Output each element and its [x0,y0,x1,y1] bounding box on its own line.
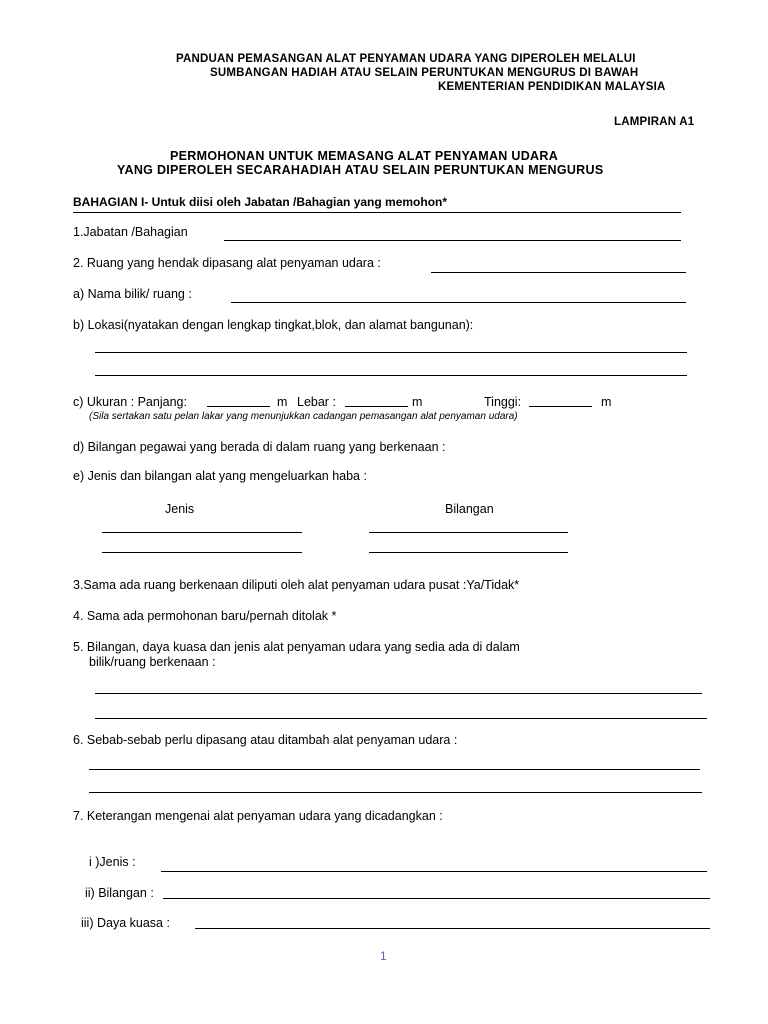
width-unit: m [412,395,423,409]
qd-label: d) Bilangan pegawai yang berada di dalam ruang yang berkenaan : [73,440,446,454]
qb-answer-line-1[interactable] [95,352,687,353]
q7-label: 7. Keterangan mengenai alat penyaman udara yang dicadangkan : [73,809,443,823]
q2-answer-line[interactable] [431,272,686,273]
page-number: 1 [380,949,387,963]
qb-label: b) Lokasi(nyatakan dengan lengkap tingkat,blok, dan alamat bangunan): [73,318,474,332]
height-answer-line[interactable] [529,406,592,407]
q7-i-answer-line[interactable] [161,871,707,872]
q7-i-label: i )Jenis : [89,855,136,869]
q7-ii-answer-line[interactable] [163,898,710,899]
q1-answer-line[interactable] [224,240,681,241]
bilangan-answer-line-1[interactable] [369,532,568,533]
q4-label: 4. Sama ada permohonan baru/pernah ditolak * [73,609,337,623]
qa-answer-line[interactable] [231,302,686,303]
q5-answer-line-2[interactable] [95,718,707,719]
jenis-answer-line-1[interactable] [102,532,302,533]
q5-label-line-2: bilik/ruang berkenaan : [89,655,216,669]
width-label: Lebar : [297,395,336,409]
column-header-jenis: Jenis [165,502,195,516]
q6-answer-line-1[interactable] [89,769,700,770]
q7-ii-label: ii) Bilangan : [85,886,154,900]
annex-label: LAMPIRAN A1 [614,116,695,128]
jenis-answer-line-2[interactable] [102,552,302,553]
header-line-1: PANDUAN PEMASANGAN ALAT PENYAMAN UDARA YANG DIPEROLEH MELALUI [176,53,636,65]
q2-label: 2. Ruang yang hendak dipasang alat penyaman udara : [73,256,381,270]
qb-answer-line-2[interactable] [95,375,687,376]
qc-label: c) Ukuran : Panjang: [73,395,187,409]
length-answer-line[interactable] [207,406,270,407]
form-title-line-1: PERMOHONAN UNTUK MEMASANG ALAT PENYAMAN UDARA [170,149,559,163]
q5-answer-line-1[interactable] [95,693,702,694]
q3-label: 3.Sama ada ruang berkenaan diliputi oleh alat penyaman udara pusat :Ya/Tidak* [73,578,520,592]
column-header-bilangan: Bilangan [445,502,494,516]
qa-label: a) Nama bilik/ ruang : [73,287,192,301]
header-line-3: KEMENTERIAN PENDIDIKAN MALAYSIA [438,81,666,93]
q5-label-line-1: 5. Bilangan, daya kuasa dan jenis alat penyaman udara yang sedia ada di dalam [73,640,520,654]
section-heading-rule [73,212,681,213]
header-line-2: SUMBANGAN HADIAH ATAU SELAIN PERUNTUKAN MENGURUS DI BAWAH [210,67,639,79]
q6-label: 6. Sebab-sebab perlu dipasang atau ditambah alat penyaman udara : [73,733,458,747]
qe-label: e) Jenis dan bilangan alat yang mengeluarkan haba : [73,469,367,483]
width-answer-line[interactable] [345,406,408,407]
q6-answer-line-2[interactable] [89,792,702,793]
height-label: Tinggi: [484,395,522,409]
q1-label: 1.Jabatan /Bahagian [73,225,188,239]
q7-iii-answer-line[interactable] [195,928,710,929]
qc-note: (Sila sertakan satu pelan lakar yang menunjukkan cadangan pemasangan alat penyaman udara) [89,411,518,422]
section-heading: BAHAGIAN I- Untuk diisi oleh Jabatan /Bahagian yang memohon* [73,195,448,209]
bilangan-answer-line-2[interactable] [369,552,568,553]
length-unit: m [277,395,288,409]
height-unit: m [601,395,612,409]
form-title-line-2: YANG DIPEROLEH SECARAHADIAH ATAU SELAIN PERUNTUKAN MENGURUS [117,163,604,177]
q7-iii-label: iii) Daya kuasa : [81,916,170,930]
